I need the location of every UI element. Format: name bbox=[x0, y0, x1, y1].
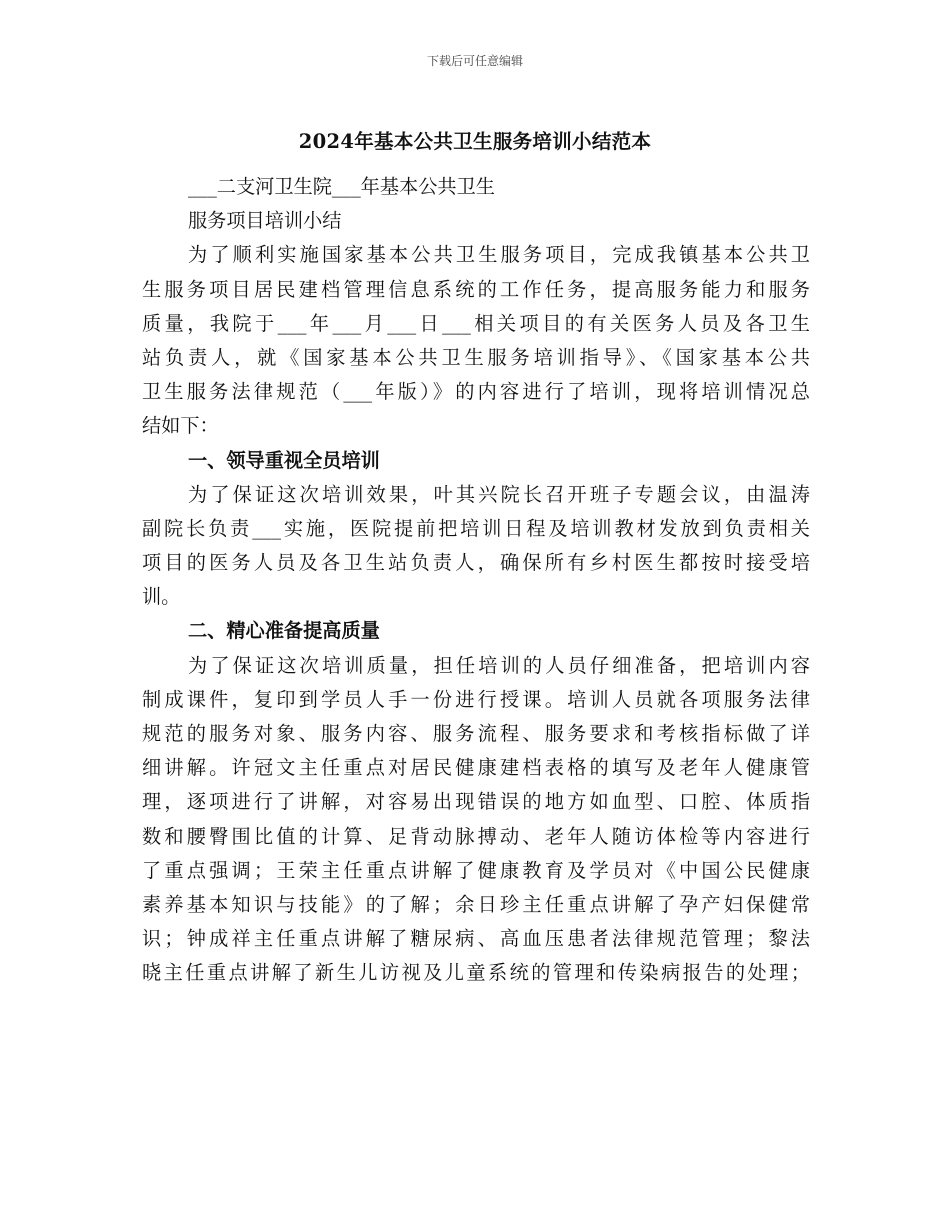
document-body bbox=[142, 170, 810, 991]
section-2-line: 晓主任重点讲解了新生儿访视及儿童系统的管理和传染病报告的处理； bbox=[142, 961, 810, 985]
section-2-line: 数和腰臀围比值的计算、足背动脉搏动、老年人随访体检等内容进行 bbox=[142, 824, 810, 848]
section-heading-1: 一、领导重视全员培训 bbox=[188, 448, 380, 472]
section-1-line: 副院长负责___实施，医院提前把培训日程及培训教材发放到负责相关 bbox=[142, 516, 810, 540]
intro-line: 结如下： bbox=[142, 414, 219, 438]
intro-line: 卫生服务法律规范（___年版）》的内容进行了培训，现将培训情况总 bbox=[142, 380, 810, 404]
intro-line: 站负责人，就《国家基本公共卫生服务培训指导》、《国家基本公共 bbox=[142, 345, 810, 369]
section-2-line: 识；钟成祥主任重点讲解了糖尿病、高血压患者法律规范管理；黎法 bbox=[142, 927, 810, 951]
document-title: 2024年基本公共卫生服务培训小结范本 bbox=[298, 130, 652, 153]
section-2-line: 为了保证这次培训质量，担任培训的人员仔细准备，把培训内容 bbox=[188, 653, 810, 677]
section-heading-2: 二、精心准备提高质量 bbox=[188, 619, 380, 643]
intro-line: 为了顺利实施国家基本公共卫生服务项目，完成我镇基本公共卫 bbox=[188, 243, 810, 267]
section-1-line: 为了保证这次培训效果，叶其兴院长召开班子专题会议，由温涛 bbox=[188, 482, 810, 506]
section-2-line: 素养基本知识与技能》的了解；余日珍主任重点讲解了孕产妇保健常 bbox=[142, 892, 810, 916]
section-2-line: 制成课件，复印到学员人手一份进行授课。培训人员就各项服务法律 bbox=[142, 687, 810, 711]
intro-line: 质量，我院于___年___月___日___相关项目的有关医务人员及各卫生 bbox=[142, 311, 810, 335]
section-1-line: 项目的医务人员及各卫生站负责人，确保所有乡村医生都按时接受培 bbox=[142, 551, 810, 575]
section-2-line: 了重点强调；王荣主任重点讲解了健康教育及学员对《中国公民健康 bbox=[142, 858, 810, 882]
page-header-note: 下载后可任意编辑 bbox=[426, 54, 523, 68]
section-2-line: 细讲解。许冠文主任重点对居民健康建档表格的填写及老年人健康管 bbox=[142, 756, 810, 780]
intro-line: 生服务项目居民建档管理信息系统的工作任务，提高服务能力和服务 bbox=[142, 277, 810, 301]
section-2-line: 理，逐项进行了讲解，对容易出现错误的地方如血型、口腔、体质指 bbox=[142, 790, 810, 814]
subtitle-line-1: ___二支河卫生院___年基本公共卫生 bbox=[188, 175, 495, 198]
section-1-line: 训。 bbox=[142, 585, 181, 609]
section-2-line: 规范的服务对象、服务内容、服务流程、服务要求和考核指标做了详 bbox=[142, 722, 810, 745]
subtitle-line-2: 服务项目培训小结 bbox=[188, 209, 342, 233]
